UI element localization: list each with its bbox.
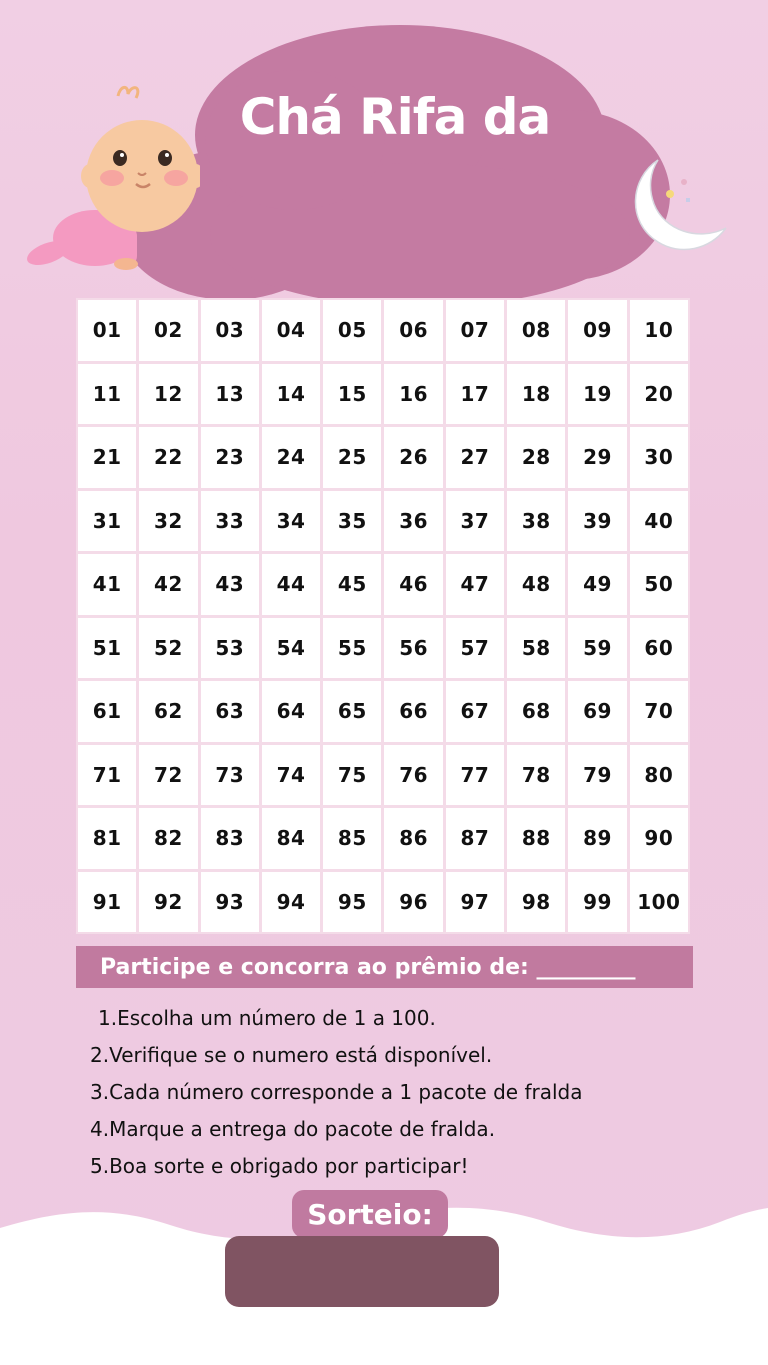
- raffle-number-cell[interactable]: 34: [262, 491, 320, 552]
- raffle-number-cell[interactable]: 05: [323, 300, 381, 361]
- raffle-number-cell[interactable]: 92: [139, 872, 197, 933]
- raffle-number-cell[interactable]: 42: [139, 554, 197, 615]
- raffle-number-cell[interactable]: 30: [630, 427, 688, 488]
- raffle-number-cell[interactable]: 67: [446, 681, 504, 742]
- raffle-number-cell[interactable]: 44: [262, 554, 320, 615]
- raffle-number-cell[interactable]: 58: [507, 618, 565, 679]
- draw-label: Sorteio:: [292, 1190, 448, 1238]
- instruction-step: 1.Escolha um número de 1 a 100.: [98, 1006, 436, 1030]
- raffle-number-cell[interactable]: 54: [262, 618, 320, 679]
- raffle-number-cell[interactable]: 12: [139, 364, 197, 425]
- raffle-number-cell[interactable]: 11: [78, 364, 136, 425]
- raffle-number-cell[interactable]: 29: [568, 427, 626, 488]
- raffle-number-cell[interactable]: 85: [323, 808, 381, 869]
- raffle-number-cell[interactable]: 86: [384, 808, 442, 869]
- raffle-number-cell[interactable]: 33: [201, 491, 259, 552]
- raffle-number-cell[interactable]: 45: [323, 554, 381, 615]
- raffle-number-cell[interactable]: 15: [323, 364, 381, 425]
- raffle-number-cell[interactable]: 21: [78, 427, 136, 488]
- raffle-number-cell[interactable]: 76: [384, 745, 442, 806]
- raffle-number-cell[interactable]: 52: [139, 618, 197, 679]
- raffle-number-cell[interactable]: 100: [630, 872, 688, 933]
- raffle-number-cell[interactable]: 56: [384, 618, 442, 679]
- raffle-number-cell[interactable]: 69: [568, 681, 626, 742]
- raffle-number-cell[interactable]: 46: [384, 554, 442, 615]
- raffle-number-cell[interactable]: 90: [630, 808, 688, 869]
- raffle-number-cell[interactable]: 59: [568, 618, 626, 679]
- raffle-number-cell[interactable]: 95: [323, 872, 381, 933]
- instructions-list: [90, 1000, 730, 1185]
- raffle-number-cell[interactable]: 39: [568, 491, 626, 552]
- raffle-number-cell[interactable]: 48: [507, 554, 565, 615]
- raffle-number-cell[interactable]: 26: [384, 427, 442, 488]
- raffle-number-cell[interactable]: 98: [507, 872, 565, 933]
- raffle-number-cell[interactable]: 53: [201, 618, 259, 679]
- raffle-number-cell[interactable]: 25: [323, 427, 381, 488]
- raffle-number-cell[interactable]: 40: [630, 491, 688, 552]
- raffle-number-cell[interactable]: 74: [262, 745, 320, 806]
- raffle-number-cell[interactable]: 73: [201, 745, 259, 806]
- raffle-number-cell[interactable]: 71: [78, 745, 136, 806]
- raffle-number-cell[interactable]: 72: [139, 745, 197, 806]
- raffle-number-cell[interactable]: 50: [630, 554, 688, 615]
- raffle-number-cell[interactable]: 57: [446, 618, 504, 679]
- raffle-number-cell[interactable]: 80: [630, 745, 688, 806]
- raffle-number-cell[interactable]: 18: [507, 364, 565, 425]
- raffle-number-cell[interactable]: 66: [384, 681, 442, 742]
- raffle-number-cell[interactable]: 17: [446, 364, 504, 425]
- raffle-number-cell[interactable]: 96: [384, 872, 442, 933]
- raffle-number-grid: [76, 298, 690, 934]
- raffle-number-cell[interactable]: 89: [568, 808, 626, 869]
- raffle-number-cell[interactable]: 03: [201, 300, 259, 361]
- raffle-number-cell[interactable]: 16: [384, 364, 442, 425]
- raffle-number-cell[interactable]: 47: [446, 554, 504, 615]
- raffle-number-cell[interactable]: 20: [630, 364, 688, 425]
- instruction-step: 3.Cada número corresponde a 1 pacote de fralda: [90, 1080, 583, 1104]
- raffle-number-cell[interactable]: 75: [323, 745, 381, 806]
- raffle-number-cell[interactable]: 36: [384, 491, 442, 552]
- instruction-step: 4.Marque a entrega do pacote de fralda.: [90, 1117, 496, 1141]
- raffle-number-cell[interactable]: 37: [446, 491, 504, 552]
- raffle-number-cell[interactable]: 02: [139, 300, 197, 361]
- raffle-number-cell[interactable]: 87: [446, 808, 504, 869]
- raffle-number-cell[interactable]: 60: [630, 618, 688, 679]
- raffle-number-cell[interactable]: 93: [201, 872, 259, 933]
- raffle-number-cell[interactable]: 97: [446, 872, 504, 933]
- raffle-number-cell[interactable]: 10: [630, 300, 688, 361]
- raffle-number-cell[interactable]: 94: [262, 872, 320, 933]
- raffle-number-cell[interactable]: 38: [507, 491, 565, 552]
- raffle-number-cell[interactable]: 23: [201, 427, 259, 488]
- instruction-step: 5.Boa sorte e obrigado por participar!: [90, 1154, 469, 1178]
- cloud-shape: [120, 20, 680, 310]
- raffle-number-cell[interactable]: 83: [201, 808, 259, 869]
- raffle-number-cell[interactable]: 09: [568, 300, 626, 361]
- raffle-number-cell[interactable]: 82: [139, 808, 197, 869]
- raffle-number-cell[interactable]: 62: [139, 681, 197, 742]
- raffle-number-cell[interactable]: 91: [78, 872, 136, 933]
- raffle-number-cell[interactable]: 77: [446, 745, 504, 806]
- raffle-number-cell[interactable]: 81: [78, 808, 136, 869]
- instruction-step: 2.Verifique se o numero está disponível.: [90, 1043, 493, 1067]
- raffle-number-cell[interactable]: 07: [446, 300, 504, 361]
- raffle-number-cell[interactable]: 61: [78, 681, 136, 742]
- raffle-number-cell[interactable]: 24: [262, 427, 320, 488]
- raffle-number-cell[interactable]: 65: [323, 681, 381, 742]
- raffle-number-cell[interactable]: 68: [507, 681, 565, 742]
- raffle-number-cell[interactable]: 04: [262, 300, 320, 361]
- raffle-number-cell[interactable]: 06: [384, 300, 442, 361]
- raffle-number-cell[interactable]: 35: [323, 491, 381, 552]
- raffle-number-cell[interactable]: 70: [630, 681, 688, 742]
- prize-banner: Participe e concorra ao prêmio de: _________: [76, 946, 693, 988]
- raffle-number-cell[interactable]: 84: [262, 808, 320, 869]
- raffle-number-cell[interactable]: 43: [201, 554, 259, 615]
- raffle-number-cell[interactable]: 55: [323, 618, 381, 679]
- raffle-number-cell[interactable]: 13: [201, 364, 259, 425]
- raffle-number-cell[interactable]: 78: [507, 745, 565, 806]
- raffle-number-cell[interactable]: 64: [262, 681, 320, 742]
- draw-result-box: [225, 1236, 499, 1307]
- moon-icon: [618, 150, 736, 260]
- raffle-number-cell[interactable]: 28: [507, 427, 565, 488]
- raffle-number-cell[interactable]: 79: [568, 745, 626, 806]
- raffle-number-cell[interactable]: 27: [446, 427, 504, 488]
- baby-icon: [20, 78, 200, 273]
- raffle-number-cell[interactable]: 49: [568, 554, 626, 615]
- raffle-number-cell[interactable]: 01: [78, 300, 136, 361]
- raffle-number-cell[interactable]: 32: [139, 491, 197, 552]
- raffle-number-cell[interactable]: 99: [568, 872, 626, 933]
- raffle-number-cell[interactable]: 19: [568, 364, 626, 425]
- raffle-number-cell[interactable]: 88: [507, 808, 565, 869]
- raffle-number-cell[interactable]: 22: [139, 427, 197, 488]
- raffle-number-cell[interactable]: 08: [507, 300, 565, 361]
- raffle-number-cell[interactable]: 41: [78, 554, 136, 615]
- raffle-number-cell[interactable]: 63: [201, 681, 259, 742]
- raffle-number-cell[interactable]: 51: [78, 618, 136, 679]
- page-title: Chá Rifa da: [239, 88, 551, 146]
- raffle-number-cell[interactable]: 14: [262, 364, 320, 425]
- raffle-number-cell[interactable]: 31: [78, 491, 136, 552]
